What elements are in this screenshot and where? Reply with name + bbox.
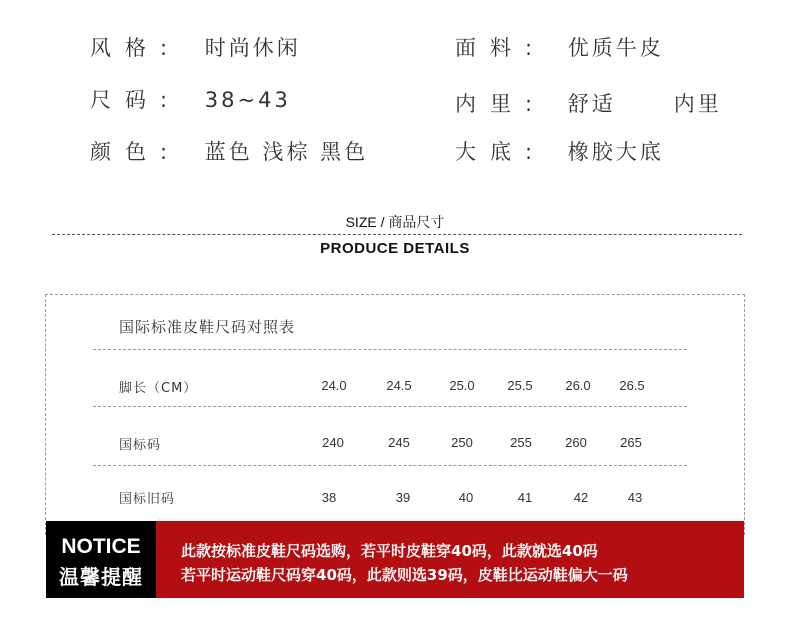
table-cell: 260 xyxy=(565,435,587,450)
table-cell: 38 xyxy=(321,490,337,505)
table-cell: 240 xyxy=(322,435,344,450)
spec-style xyxy=(90,32,301,62)
table-cell: 25.5 xyxy=(507,378,533,393)
section-title: PRODUCE DETAILS xyxy=(320,240,470,257)
section-divider xyxy=(52,234,742,235)
spec-value: 38~43 xyxy=(204,88,291,112)
spec-color xyxy=(90,136,368,166)
spec-label: 面料: xyxy=(455,36,547,60)
table-cell: 26.0 xyxy=(565,378,591,393)
table-divider xyxy=(93,465,687,466)
table-cell: 250 xyxy=(451,435,473,450)
spec-label: 尺码: xyxy=(90,88,182,112)
row-label: 国标码 xyxy=(119,438,162,453)
section-subtitle: SIZE / 商品尺寸 xyxy=(345,214,445,230)
table-cell: 26.5 xyxy=(619,378,645,393)
spec-sole xyxy=(455,136,664,166)
table-divider xyxy=(93,406,687,407)
notice-line-2: 若平时运动鞋尺码穿40码，此款则选39码，皮鞋比运动鞋偏大一码 xyxy=(181,566,628,584)
table-cell: 40 xyxy=(458,490,474,505)
table-cell: 265 xyxy=(620,435,642,450)
notice-badge xyxy=(46,521,156,598)
spec-label: 内里: xyxy=(455,92,547,116)
spec-label: 颜色: xyxy=(90,140,182,164)
table-cell: 245 xyxy=(388,435,410,450)
spec-value: 橡胶大底 xyxy=(567,140,664,164)
notice-title-cn: 温馨提醒 xyxy=(59,565,143,589)
table-cell: 255 xyxy=(510,435,532,450)
notice-title-en: NOTICE xyxy=(61,535,141,558)
table-cell: 24.5 xyxy=(386,378,412,393)
table-cell: 43 xyxy=(627,490,643,505)
spec-size xyxy=(90,84,291,114)
spec-label: 大底: xyxy=(455,140,547,164)
spec-lining xyxy=(455,88,722,118)
spec-value: 优质牛皮 xyxy=(567,36,664,60)
table-cell: 25.0 xyxy=(449,378,475,393)
spec-value: 时尚休闲 xyxy=(204,36,301,60)
table-divider xyxy=(93,349,687,350)
row-label: 脚长（CM） xyxy=(119,381,198,396)
table-cell: 39 xyxy=(395,490,411,505)
size-table-title: 国际标准皮鞋尺码对照表 xyxy=(119,318,296,336)
spec-label: 风格: xyxy=(90,36,182,60)
table-cell: 41 xyxy=(517,490,533,505)
table-cell: 42 xyxy=(573,490,589,505)
table-cell: 24.0 xyxy=(321,378,347,393)
row-label: 国标旧码 xyxy=(119,492,176,507)
spec-value-a: 舒适 xyxy=(567,92,616,116)
spec-value xyxy=(568,92,722,116)
spec-value: 蓝色 浅棕 黑色 xyxy=(204,140,369,164)
spec-value-b: 内里 xyxy=(673,92,722,116)
spec-material xyxy=(455,32,664,62)
notice-banner xyxy=(46,521,744,598)
notice-line-1: 此款按标准皮鞋尺码选购，若平时皮鞋穿40码，此款就选40码 xyxy=(181,542,598,560)
